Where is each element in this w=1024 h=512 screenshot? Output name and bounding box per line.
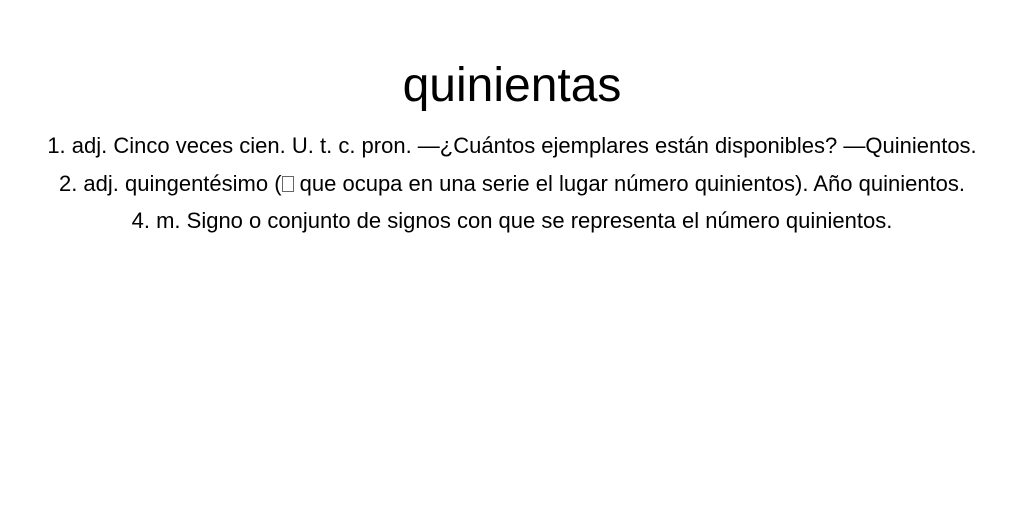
definition-2 — [40, 165, 984, 203]
definition-4: 4. m. Signo o conjunto de signos con que se representa el número quinientos. — [131, 208, 893, 233]
definition-1: 1. adj. Cinco veces cien. U. t. c. pron. —¿Cuántos ejemplares están disponibles? —Quinientos. — [47, 133, 977, 158]
definition-list — [40, 127, 984, 240]
definition-2-text-after: que ocupa en una serie el lugar número quinientos). Año quinientos. — [293, 170, 966, 196]
definition-2-text-before: 2. adj. quingentésimo ( — [58, 170, 282, 196]
missing-glyph-icon — [282, 176, 294, 192]
headword: quinientas — [402, 59, 622, 112]
